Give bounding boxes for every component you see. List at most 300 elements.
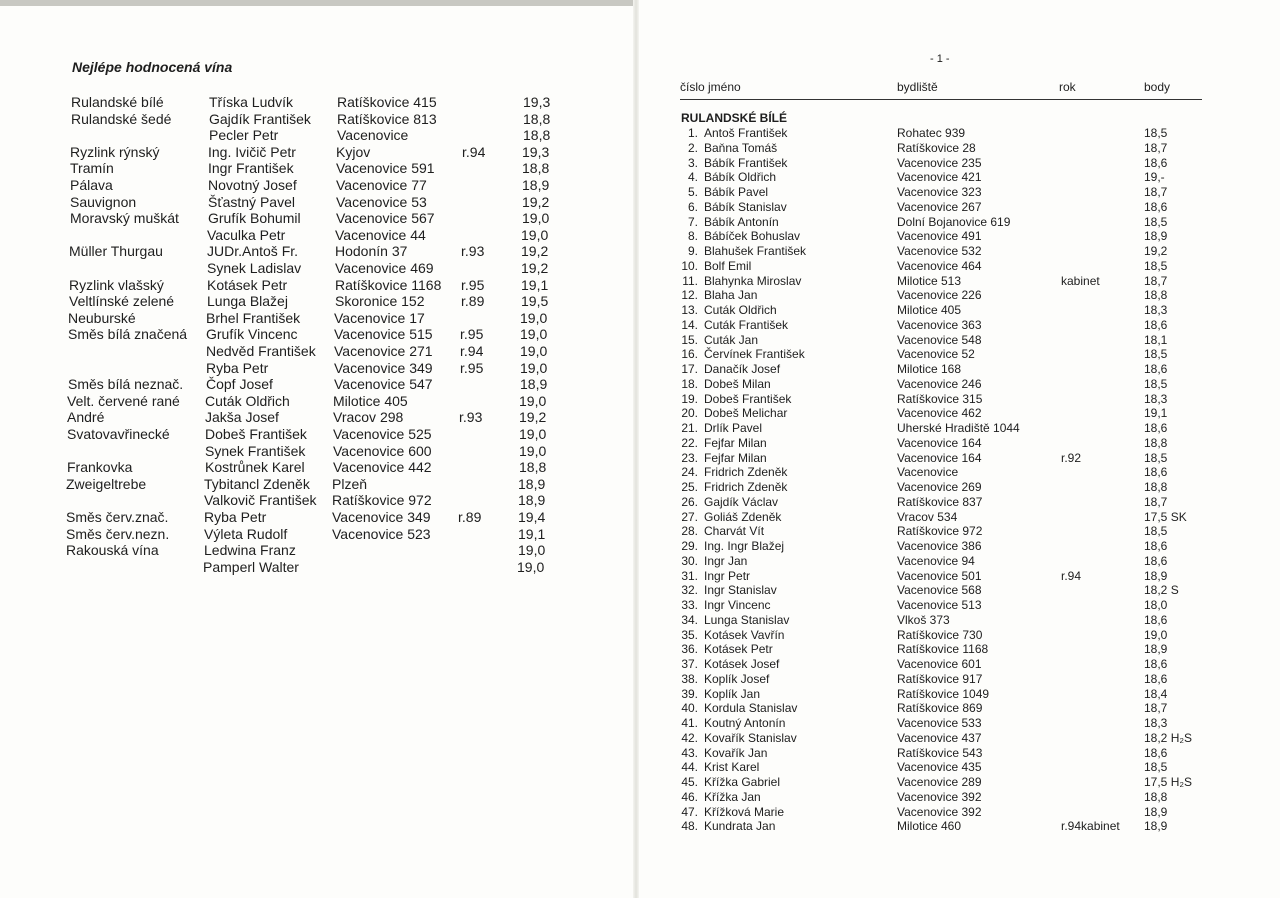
points: 18,8 xyxy=(1144,288,1168,303)
residence: Milotice 168 xyxy=(897,362,962,376)
score-cell: 19,0 xyxy=(520,343,548,359)
result-row xyxy=(680,583,1220,597)
score-cell: 19,5 xyxy=(521,293,549,310)
place-cell: Vacenovice 600 xyxy=(333,442,432,459)
row-number: 20. xyxy=(681,406,698,421)
place-cell: Vacenovice 349 xyxy=(334,359,433,376)
grower-name: Koplík Jan xyxy=(704,686,761,701)
grower-name: Ingr Stanislav xyxy=(704,583,777,598)
place-cell: Vacenovice 271 xyxy=(334,343,433,359)
row-number: 47. xyxy=(681,804,698,819)
row-number: 40. xyxy=(681,701,698,716)
header-residence: bydliště xyxy=(897,80,938,94)
grower-name: Cuták Jan xyxy=(704,332,759,347)
points: 18,6 xyxy=(1144,465,1168,480)
grower-name: Cuták František xyxy=(704,317,789,332)
points: 18,5 xyxy=(1144,347,1168,362)
result-row xyxy=(680,731,1220,745)
points: 18,4 xyxy=(1144,686,1168,701)
left-page-title: Nejlépe hodnocená vína xyxy=(72,59,233,75)
residence: Vacenovice 421 xyxy=(897,170,982,185)
header-number-name: číslo jméno xyxy=(680,80,741,94)
producer-cell: JUDr.Antoš Fr. xyxy=(207,243,299,260)
row-number: 38. xyxy=(681,671,698,686)
variety-cell: Směs bílá neznač. xyxy=(68,376,184,393)
points: 18,5 xyxy=(1144,376,1168,391)
score-cell: 19,0 xyxy=(517,558,545,575)
result-row xyxy=(680,465,1220,479)
residence: Vacenovice 392 xyxy=(897,789,982,804)
variety-cell: Velt. červené rané xyxy=(67,392,180,409)
year-note: r.94kabinet xyxy=(1061,819,1120,834)
points: 17,5 SK xyxy=(1144,509,1187,524)
row-number: 31. xyxy=(681,568,698,583)
result-row xyxy=(680,628,1220,642)
result-row xyxy=(680,554,1220,568)
grower-name: Křížka Gabriel xyxy=(704,775,781,789)
place-cell: Hodonín 37 xyxy=(335,243,408,260)
producer-cell: Synek František xyxy=(205,442,306,459)
points: 18,6 xyxy=(1144,362,1168,376)
year-cell: r.95 xyxy=(460,359,484,376)
year-cell: r.89 xyxy=(458,509,482,525)
grower-name: Fejfar Milan xyxy=(704,435,767,450)
row-number: 28. xyxy=(681,524,698,539)
row-number: 35. xyxy=(681,627,698,642)
row-number: 34. xyxy=(681,612,698,627)
row-number: 8. xyxy=(687,229,698,244)
grower-name: Danačík Josef xyxy=(704,362,781,376)
residence: Ratíškovice 1168 xyxy=(897,642,989,657)
residence: Vacenovice 323 xyxy=(897,185,982,199)
grower-name: Koplík Josef xyxy=(704,671,770,686)
row-number: 3. xyxy=(687,155,698,170)
producer-cell: Brhel František xyxy=(206,309,301,326)
points: 18,3 xyxy=(1144,716,1168,730)
row-number: 41. xyxy=(681,716,698,730)
result-row xyxy=(680,687,1220,701)
producer-cell: Synek Ladislav xyxy=(207,260,302,276)
grower-name: Krist Karel xyxy=(704,760,760,775)
producer-cell: Cuták Oldřich xyxy=(205,392,290,409)
variety-cell: Rakouská vína xyxy=(66,542,159,559)
grower-name: Dobeš František xyxy=(704,391,792,406)
score-cell: 19,0 xyxy=(522,210,550,227)
grower-name: Bábík František xyxy=(704,155,788,170)
producer-cell: Kostrůnek Karel xyxy=(205,459,305,476)
variety-cell: Tramín xyxy=(70,160,114,177)
year-cell: r.93 xyxy=(459,409,483,426)
grower-name: Kundrata Jan xyxy=(704,819,776,834)
producer-cell: Ledwina Franz xyxy=(204,542,296,559)
row-number: 17. xyxy=(681,362,698,376)
variety-cell: André xyxy=(67,409,105,426)
row-number: 19. xyxy=(681,391,698,406)
producer-cell: Valkovič František xyxy=(204,492,317,509)
row-number: 23. xyxy=(681,450,698,465)
residence: Vacenovice 269 xyxy=(897,480,982,494)
points: 18,7 xyxy=(1144,185,1168,199)
grower-name: Koutný Antonín xyxy=(704,716,786,730)
points: 18,5 xyxy=(1144,760,1168,775)
residence: Milotice 405 xyxy=(897,303,962,317)
result-row xyxy=(680,229,1220,243)
grower-name: Baňna Tomáš xyxy=(704,140,778,155)
grower-name: Charvát Vít xyxy=(704,524,765,539)
result-row xyxy=(680,613,1220,627)
place-cell: Vacenovice 547 xyxy=(334,376,433,393)
residence: Vracov 534 xyxy=(897,509,958,524)
year-note: r.92 xyxy=(1061,450,1082,465)
residence: Ratíškovice 1049 xyxy=(897,686,990,701)
producer-cell: Tříska Ludvík xyxy=(209,94,294,110)
variety-cell: Ryzlink vlašský xyxy=(69,276,164,293)
points: 18,8 xyxy=(1144,480,1168,494)
result-row xyxy=(680,259,1220,273)
result-row xyxy=(680,746,1220,760)
variety-cell: Frankovka xyxy=(67,459,133,476)
row-number: 6. xyxy=(687,199,698,214)
producer-cell: Lunga Blažej xyxy=(207,293,288,310)
place-cell: Vacenovice 469 xyxy=(335,260,434,276)
residence: Ratíškovice 28 xyxy=(897,140,976,155)
result-row xyxy=(680,569,1220,583)
row-number: 32. xyxy=(681,583,698,598)
variety-cell: Svatovavřinecké xyxy=(67,426,170,442)
row-number: 15. xyxy=(681,332,698,347)
result-row xyxy=(680,657,1220,671)
residence: Ratíškovice 315 xyxy=(897,391,983,406)
grower-name: Antoš František xyxy=(704,126,788,140)
result-row xyxy=(680,805,1220,819)
result-row xyxy=(680,406,1220,420)
points: 18,1 xyxy=(1144,332,1168,347)
residence: Vacenovice 226 xyxy=(897,288,982,303)
grower-name: Cuták Oldřich xyxy=(704,303,777,317)
grower-name: Bolf Emil xyxy=(704,258,752,273)
variety-cell: Směs červ.znač. xyxy=(66,509,169,525)
row-number: 48. xyxy=(681,819,698,834)
residence: Ratíškovice 917 xyxy=(897,671,983,686)
place-cell: Vacenovice 591 xyxy=(336,160,435,177)
year-cell: r.89 xyxy=(461,293,485,310)
residence: Vacenovice 568 xyxy=(897,583,982,598)
row-number: 26. xyxy=(681,494,698,509)
producer-cell: Jakša Josef xyxy=(205,409,279,426)
result-row xyxy=(680,790,1220,804)
result-row xyxy=(680,510,1220,524)
points: 18,9 xyxy=(1144,229,1168,244)
place-cell: Vacenovice 567 xyxy=(336,210,435,227)
row-number: 30. xyxy=(681,553,698,568)
points: 18,6 xyxy=(1144,317,1168,332)
points: 19,0 xyxy=(1144,627,1168,642)
points: 18,3 xyxy=(1144,303,1168,317)
header-points: body xyxy=(1144,80,1171,94)
grower-name: Kovařík Jan xyxy=(704,745,768,760)
producer-cell: Ingr František xyxy=(208,160,294,177)
year-cell: r.93 xyxy=(461,243,485,260)
residence: Vacenovice 363 xyxy=(897,317,982,332)
score-cell: 19,0 xyxy=(520,326,548,343)
residence: Vacenovice 235 xyxy=(897,155,982,170)
result-row xyxy=(680,347,1220,361)
year-note: r.94 xyxy=(1061,568,1082,583)
section-title: RULANDSKÉ BÍLÉ xyxy=(681,111,788,125)
result-row xyxy=(680,421,1220,435)
place-cell: Vacenovice 17 xyxy=(334,309,425,326)
score-cell: 19,0 xyxy=(520,309,548,326)
producer-cell: Kotásek Petr xyxy=(207,276,288,293)
score-cell: 18,9 xyxy=(522,177,550,193)
score-cell: 19,0 xyxy=(520,359,548,376)
score-cell: 19,2 xyxy=(519,409,547,426)
place-cell: Skoronice 152 xyxy=(335,293,425,310)
result-row xyxy=(680,775,1220,789)
residence: Vacenovice xyxy=(897,465,959,480)
row-number: 24. xyxy=(681,465,698,480)
row-number: 13. xyxy=(681,303,698,317)
grower-name: Bábík Stanislav xyxy=(704,199,787,214)
row-number: 21. xyxy=(681,421,698,435)
residence: Vacenovice 52 xyxy=(897,347,975,362)
residence: Ratíškovice 869 xyxy=(897,701,983,716)
residence: Vacenovice 601 xyxy=(897,657,982,671)
grower-name: Blahušek František xyxy=(704,244,807,258)
residence: Vacenovice 464 xyxy=(897,258,982,273)
points: 18,2 S xyxy=(1144,583,1179,598)
result-row xyxy=(680,716,1220,730)
producer-cell: Pamperl Walter xyxy=(203,558,299,575)
residence: Vlkoš 373 xyxy=(897,612,950,627)
row-number: 25. xyxy=(681,480,698,494)
place-cell: Ratíškovice 813 xyxy=(337,110,437,127)
result-row xyxy=(680,274,1220,288)
result-row xyxy=(680,288,1220,302)
residence: Ratíškovice 972 xyxy=(897,524,983,539)
residence: Ratíškovice 837 xyxy=(897,494,983,509)
score-cell: 18,8 xyxy=(523,127,551,144)
points: 19,1 xyxy=(1144,406,1168,421)
producer-cell: Tybitancl Zdeněk xyxy=(204,475,310,492)
residence: Vacenovice 513 xyxy=(897,598,982,612)
place-cell: Vacenovice 515 xyxy=(334,326,433,343)
points: 18,3 xyxy=(1144,391,1168,406)
result-row xyxy=(680,377,1220,391)
points: 18,0 xyxy=(1144,598,1168,612)
residence: Vacenovice 532 xyxy=(897,244,982,258)
grower-name: Blahynka Miroslav xyxy=(704,273,802,288)
producer-cell: Nedvěd František xyxy=(206,343,316,359)
points: 18,6 xyxy=(1144,745,1168,760)
points: 18,5 xyxy=(1144,214,1168,229)
year-note: kabinet xyxy=(1061,273,1100,288)
variety-cell: Zweigeltrebe xyxy=(66,475,147,492)
score-cell: 19,3 xyxy=(523,94,551,110)
result-row xyxy=(680,215,1220,229)
grower-name: Goliáš Zdeněk xyxy=(704,509,782,524)
producer-cell: Vaculka Petr xyxy=(207,226,286,243)
result-row xyxy=(680,539,1220,553)
grower-name: Bábíček Bohuslav xyxy=(704,229,801,244)
residence: Dolní Bojanovice 619 xyxy=(897,214,1011,229)
grower-name: Dobeš Melichar xyxy=(704,406,788,421)
points: 18,6 xyxy=(1144,671,1168,686)
result-row xyxy=(680,701,1220,715)
residence: Vacenovice 548 xyxy=(897,332,982,347)
points: 18,6 xyxy=(1144,155,1168,170)
producer-cell: Dobeš František xyxy=(205,426,307,442)
producer-cell: Ryba Petr xyxy=(204,509,267,525)
grower-name: Gajdík Václav xyxy=(704,494,779,509)
grower-name: Ingr Jan xyxy=(704,553,748,568)
residence: Vacenovice 501 xyxy=(897,568,982,583)
place-cell: Vacenovice 53 xyxy=(336,193,427,210)
row-number: 16. xyxy=(681,347,698,362)
result-row xyxy=(680,318,1220,332)
variety-cell: Směs červ.nezn. xyxy=(66,525,170,542)
row-number: 42. xyxy=(681,730,698,745)
row-number: 5. xyxy=(687,185,698,199)
points: 18,6 xyxy=(1144,421,1168,435)
grower-name: Fridrich Zdeněk xyxy=(704,480,788,494)
place-cell: Vacenovice 442 xyxy=(333,459,432,476)
result-row xyxy=(680,524,1220,538)
score-cell: 18,9 xyxy=(518,475,546,492)
row-number: 39. xyxy=(681,686,698,701)
residence: Vacenovice 437 xyxy=(897,730,982,745)
residence: Ratíškovice 730 xyxy=(897,627,983,642)
variety-cell: Veltlínské zelené xyxy=(69,293,175,310)
grower-name: Lunga Stanislav xyxy=(704,612,790,627)
residence: Vacenovice 533 xyxy=(897,716,982,730)
row-number: 10. xyxy=(681,258,698,273)
producer-cell: Grufík Bohumil xyxy=(208,210,301,227)
grower-name: Drlík Pavel xyxy=(704,421,763,435)
variety-cell: Směs bílá značená xyxy=(68,326,188,343)
points: 18,5 xyxy=(1144,524,1168,539)
result-row xyxy=(680,185,1220,199)
producer-cell: Gajdík František xyxy=(209,110,311,127)
variety-cell: Pálava xyxy=(70,177,113,193)
points: 18,2 H₂S xyxy=(1144,730,1193,745)
place-cell: Vacenovice 349 xyxy=(332,509,431,525)
residence: Vacenovice 246 xyxy=(897,376,982,391)
page-number: - 1 - xyxy=(930,53,950,65)
points: 18,9 xyxy=(1144,642,1168,657)
score-cell: 18,8 xyxy=(522,160,550,177)
result-row xyxy=(680,598,1220,612)
variety-cell: Neuburské xyxy=(68,309,136,326)
page-fold xyxy=(633,0,639,898)
residence: Vacenovice 267 xyxy=(897,199,982,214)
score-cell: 19,0 xyxy=(518,542,546,559)
result-row xyxy=(680,126,1220,140)
place-cell: Plzeň xyxy=(332,475,368,492)
points: 17,5 H₂S xyxy=(1144,775,1193,789)
producer-cell: Čopf Josef xyxy=(206,376,273,393)
score-cell: 19,2 xyxy=(521,243,549,260)
residence: Uherské Hradiště 1044 xyxy=(897,421,1020,435)
variety-cell: Rulandské šedé xyxy=(71,110,172,127)
points: 18,6 xyxy=(1144,553,1168,568)
row-number: 36. xyxy=(681,642,698,657)
points: 18,7 xyxy=(1144,701,1168,716)
place-cell: Vacenovice xyxy=(337,127,409,144)
row-number: 1. xyxy=(687,126,698,140)
place-cell: Ratíškovice 415 xyxy=(337,94,437,110)
variety-cell: Sauvignon xyxy=(70,193,137,210)
score-cell: 18,8 xyxy=(523,110,551,127)
points: 18,8 xyxy=(1144,789,1168,804)
points: 18,5 xyxy=(1144,126,1168,140)
grower-name: Bábík Antonín xyxy=(704,214,779,229)
grower-name: Ingr Petr xyxy=(704,568,751,583)
row-number: 2. xyxy=(687,140,698,155)
variety-cell: Rulandské bílé xyxy=(71,94,164,110)
points: 18,7 xyxy=(1144,273,1168,288)
result-row xyxy=(680,819,1220,833)
grower-name: Křížková Marie xyxy=(704,804,785,819)
producer-cell: Šťastný Pavel xyxy=(208,193,295,210)
points: 18,6 xyxy=(1144,612,1168,627)
result-row xyxy=(680,760,1220,774)
scan-top-edge xyxy=(0,0,634,6)
year-cell: r.95 xyxy=(461,276,485,293)
residence: Rohatec 939 xyxy=(897,126,966,140)
points: 18,6 xyxy=(1144,657,1168,671)
header-rule xyxy=(680,99,1202,100)
row-number: 45. xyxy=(681,775,698,789)
variety-cell: Müller Thurgau xyxy=(69,243,163,260)
points: 19,- xyxy=(1144,170,1165,185)
points: 18,5 xyxy=(1144,450,1168,465)
grower-name: Dobeš Milan xyxy=(704,376,771,391)
points: 18,5 xyxy=(1144,258,1168,273)
result-row xyxy=(680,333,1220,347)
points: 18,7 xyxy=(1144,494,1168,509)
grower-name: Kovařík Stanislav xyxy=(704,730,797,745)
score-cell: 19,0 xyxy=(519,426,547,442)
result-row xyxy=(680,672,1220,686)
place-cell: Vacenovice 523 xyxy=(332,525,431,542)
result-row xyxy=(680,200,1220,214)
grower-name: Kotásek Vavřín xyxy=(704,627,785,642)
producer-cell: Výleta Rudolf xyxy=(204,525,288,542)
header-year: rok xyxy=(1059,80,1076,94)
producer-cell: Grufík Vincenc xyxy=(206,326,298,343)
result-row xyxy=(680,244,1220,258)
place-cell: Vacenovice 77 xyxy=(336,177,427,193)
row-number: 29. xyxy=(681,539,698,553)
residence: Ratíškovice 543 xyxy=(897,745,983,760)
place-cell: Vacenovice 525 xyxy=(333,426,432,442)
result-row xyxy=(680,170,1220,184)
place-cell: Ratíškovice 972 xyxy=(332,492,432,509)
grower-name: Kotásek Petr xyxy=(704,642,773,657)
result-row xyxy=(680,303,1220,317)
row-number: 12. xyxy=(681,288,698,303)
residence: Vacenovice 462 xyxy=(897,406,982,421)
points: 18,6 xyxy=(1144,539,1168,553)
points: 18,9 xyxy=(1144,819,1168,834)
row-number: 11. xyxy=(682,273,698,288)
points: 19,2 xyxy=(1144,244,1168,258)
points: 18,9 xyxy=(1144,804,1168,819)
points: 18,9 xyxy=(1144,568,1168,583)
residence: Milotice 460 xyxy=(897,819,962,834)
points: 18,7 xyxy=(1144,140,1168,155)
